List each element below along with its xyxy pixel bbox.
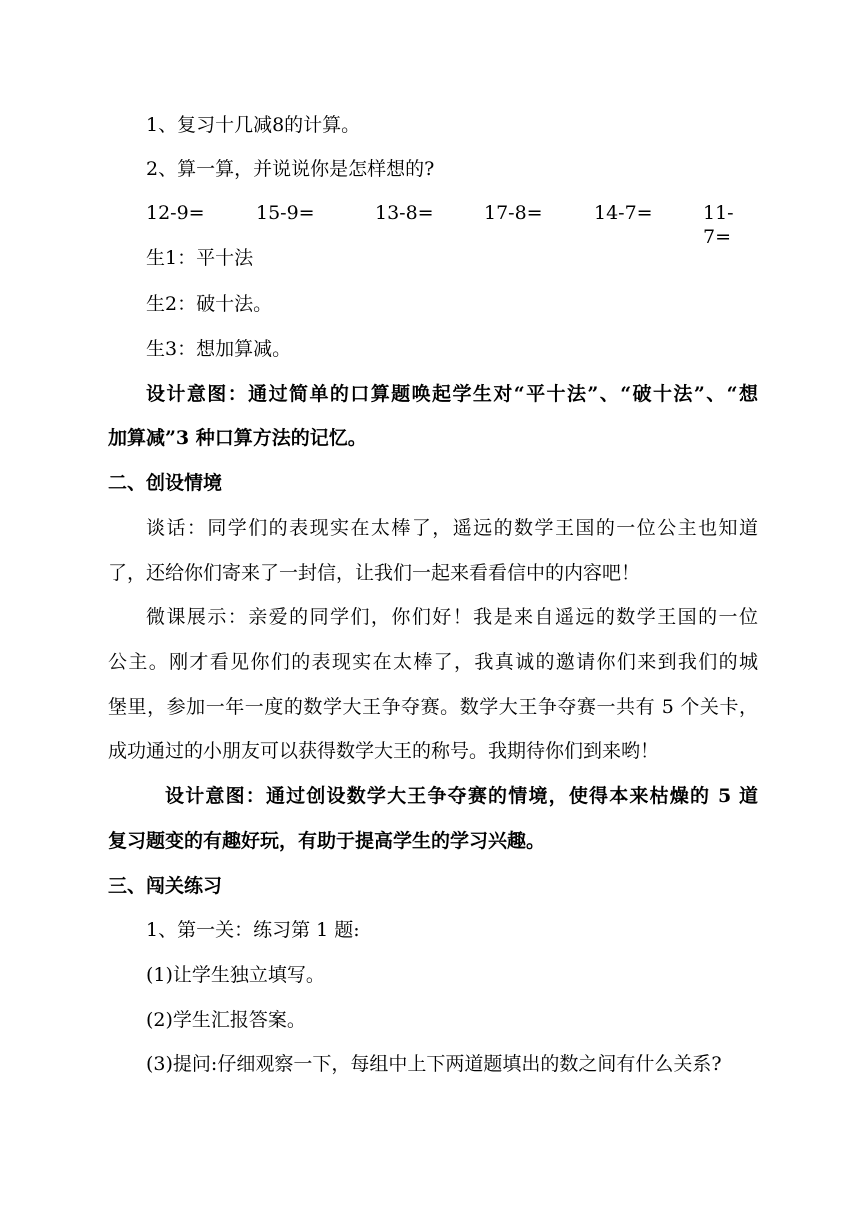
- calc-item: 15-9=: [256, 202, 315, 224]
- practice-item-1: 1、第一关：练习第 1 题:: [146, 919, 360, 941]
- calc-item: 17-8=: [484, 202, 543, 224]
- practice-step-1: (1)让学生独立填写。: [146, 964, 325, 986]
- micro-lesson-line-2: 公主。刚才看见你们的表现实在太棒了，我真诚的邀请你们来到我们的城: [108, 651, 758, 673]
- student-answer-3: 生3：想加算减。: [146, 338, 292, 360]
- micro-lesson-line-4: 成功通过的小朋友可以获得数学大王的称号。我期待你们到来哟！: [108, 740, 660, 762]
- design-intent-2-line-1: 设计意图：通过创设数学大王争夺赛的情境，使得本来枯燥的 5 道: [165, 785, 758, 807]
- design-intent-1-line-2: 加算减”3 种口算方法的记忆。: [108, 427, 367, 449]
- calc-row: [146, 201, 758, 248]
- talk-line-1: 谈话：同学们的表现实在太棒了，遥远的数学王国的一位公主也知道: [146, 517, 758, 539]
- talk-line-2: 了，还给你们寄来了一封信，让我们一起来看看信中的内容吧！: [108, 562, 641, 584]
- design-intent-2-line-2: 复习题变的有趣好玩，有助于提高学生的学习兴趣。: [108, 830, 546, 852]
- micro-lesson-line-1: 微课展示：亲爱的同学们，你们好！我是来自遥远的数学王国的一位: [146, 606, 758, 628]
- calc-item: 13-8=: [375, 202, 434, 224]
- student-answer-1: 生1：平十法: [146, 247, 254, 269]
- design-intent-1-line-1: 设计意图：通过简单的口算题唤起学生对“平十法”、“破十法”、“想: [146, 383, 758, 405]
- section-heading-scenario: 二、创设情境: [108, 472, 223, 494]
- practice-step-2: (2)学生汇报答案。: [146, 1009, 306, 1031]
- calc-item: 14-7=: [594, 202, 653, 224]
- calc-item: 11-7=: [703, 202, 734, 248]
- review-item-1: 1、复习十几减8的计算。: [146, 114, 361, 136]
- student-answer-2: 生2：破十法。: [146, 293, 273, 315]
- calc-item: 12-9=: [146, 202, 205, 224]
- review-item-2: 2、算一算，并说说你是怎样想的?: [146, 158, 435, 180]
- section-heading-practice: 三、闯关练习: [108, 875, 223, 897]
- micro-lesson-line-3: 堡里，参加一年一度的数学大王争夺赛。数学大王争夺赛一共有 5 个关卡，: [108, 696, 758, 718]
- practice-step-3: (3)提问:仔细观察一下，每组中上下两道题填出的数之间有什么关系?: [146, 1053, 722, 1075]
